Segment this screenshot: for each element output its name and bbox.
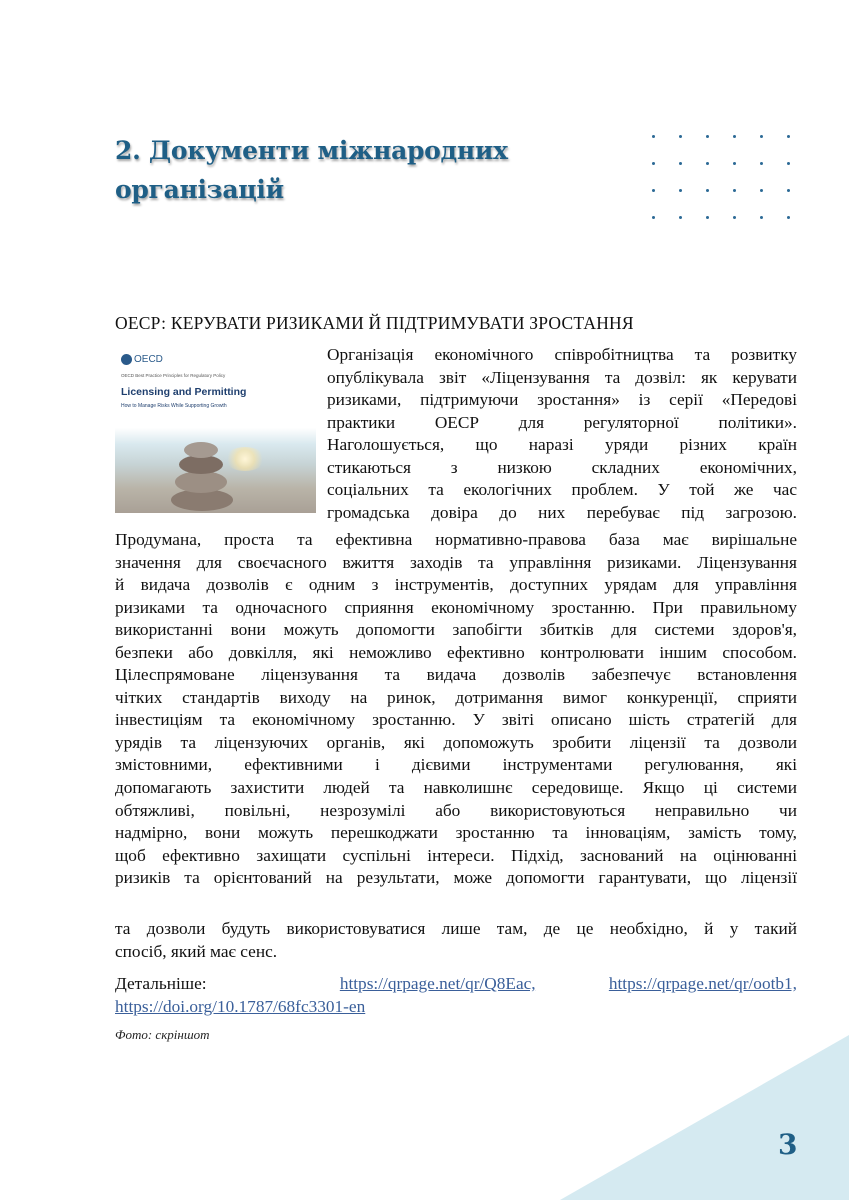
text-line: змістовними, ефективними і дієвими інструментами регулювання, які	[115, 755, 797, 775]
decor-dot	[787, 162, 790, 165]
page-title-line-1: 2. Документи міжнародних	[115, 136, 508, 165]
body-paragraph-continued	[115, 918, 797, 963]
decor-dot	[787, 189, 790, 192]
wrapped-line: соціальних та екологічних проблем. У той же час	[327, 480, 797, 500]
decor-dot	[733, 189, 736, 192]
decor-dot	[706, 162, 709, 165]
decor-dot	[652, 162, 655, 165]
decor-dot	[652, 189, 655, 192]
report-cover-image	[115, 349, 316, 513]
decor-dot	[652, 216, 655, 219]
decor-dot	[679, 216, 682, 219]
text-line: ризиків та орієнтований на результати, може допомогти гарантувати, що ліцензії	[115, 868, 797, 888]
decor-dot	[706, 216, 709, 219]
photo-caption: Фото: скріншот	[115, 1027, 210, 1042]
wrapped-line: стикаються з низкою складних економічних,	[327, 457, 797, 477]
decor-dot	[787, 135, 790, 138]
decor-dot	[733, 216, 736, 219]
text-line: ризиками та одночасного сприяння економічному зростанню. При правильному	[115, 597, 797, 617]
cover-series-text: OECD Best Practice Principles for Regulatory Policy	[121, 373, 226, 378]
decor-dot	[679, 135, 682, 138]
section-heading: ОЕСР: КЕРУВАТИ РИЗИКАМИ Й ПІДТРИМУВАТИ ЗРОСТАННЯ	[115, 313, 634, 333]
decor-dot	[706, 135, 709, 138]
text-line: значення для своєчасного вжиття заходів та управління ризиками. Ліцензування	[115, 552, 797, 572]
text-line: та дозволи будуть використовуватися лише там, де це необхідно, й у такий	[115, 919, 797, 938]
cover-book-subtitle: How to Manage Risks While Supporting Growth	[121, 403, 227, 409]
link-qrpage-1[interactable]: https://qrpage.net/qr/Q8Eac,	[339, 974, 536, 993]
decor-dot	[679, 162, 682, 165]
text-line: безпеки або довкілля, які неможливо ефективно контролювати іншим способом.	[115, 642, 797, 662]
decor-dot	[760, 216, 763, 219]
stone-2	[175, 471, 227, 493]
decor-dot	[787, 216, 790, 219]
text-line: надмірно, вони можуть перешкоджати зростанню та інноваціям, замість тому,	[115, 823, 797, 843]
decor-dot	[733, 135, 736, 138]
more-info-label: Детальніше:	[115, 974, 207, 993]
wrapped-line: практики ОЕСР для регуляторної політики».	[327, 412, 797, 432]
text-line: обтяжливі, повільні, незрозумілі або використовуються неправильно чи	[115, 800, 797, 820]
body-paragraph	[115, 529, 797, 890]
text-line: допомагають захистити людей та навколишнє середовище. Якщо ці системи	[115, 778, 797, 798]
decor-dot	[733, 162, 736, 165]
wrapped-line: Організація економічного співробітництва та розвитку	[327, 345, 797, 364]
page-title-line-2: організацій	[115, 175, 284, 204]
text-line: використанні вони можуть допомогти запобігти збитків для системи здоров'я,	[115, 620, 797, 640]
cover-book-title: Licensing and Permitting	[121, 386, 247, 398]
dot-grid-decoration	[652, 135, 802, 227]
oecd-logo-text: OECD	[134, 354, 163, 366]
stone-4	[184, 442, 218, 458]
text-line: Цілеспрямоване ліцензування та видача дозволів забезпечує встановлення	[115, 665, 797, 685]
sunset-glow	[225, 447, 265, 471]
wrapped-line: опублікувала звіт «Ліцензування та дозвіл: як керувати	[327, 367, 797, 387]
text-line: інвестиціям та економічному зростанню. У звіті описано шість стратегій для	[115, 710, 797, 730]
oecd-logo	[121, 354, 163, 365]
text-line: Продумана, проста та ефективна нормативно-правова база має вирішальне	[115, 530, 797, 549]
decor-dot	[760, 162, 763, 165]
link-doi[interactable]: https://doi.org/10.1787/68fc3301-en	[115, 996, 366, 1016]
page-title	[115, 131, 535, 209]
decor-dot	[760, 189, 763, 192]
decor-dot	[760, 135, 763, 138]
decor-dot	[706, 189, 709, 192]
decor-dot	[652, 135, 655, 138]
text-line: чітких стандартів виходу на ринок, дотримання вимог конкуренції, сприяти	[115, 687, 797, 707]
text-line: й видача дозволів є одним з інструментів, доступних урядам для управління	[115, 575, 797, 595]
wrapped-line: Наголошується, що наразі уряди різних країн	[327, 435, 797, 455]
link-qrpage-2[interactable]: https://qrpage.net/qr/ootb1,	[608, 974, 797, 993]
text-line: спосіб, який має сенс.	[115, 941, 278, 961]
wrapped-line: громадська довіра до них перебуває під загрозою.	[327, 502, 797, 522]
text-line: щоб ефективно захищати суспільні інтереси. Підхід, заснований на оцінюванні	[115, 845, 797, 865]
more-info-block	[115, 973, 797, 1018]
page-number: 3	[778, 1128, 798, 1161]
wrapped-line: ризиками, підтримуючи зростання» із серії «Передові	[327, 390, 797, 410]
text-line: урядів та ліцензуючих органів, які допоможуть зробити ліцензії та дозволи	[115, 732, 797, 752]
decor-dot	[679, 189, 682, 192]
